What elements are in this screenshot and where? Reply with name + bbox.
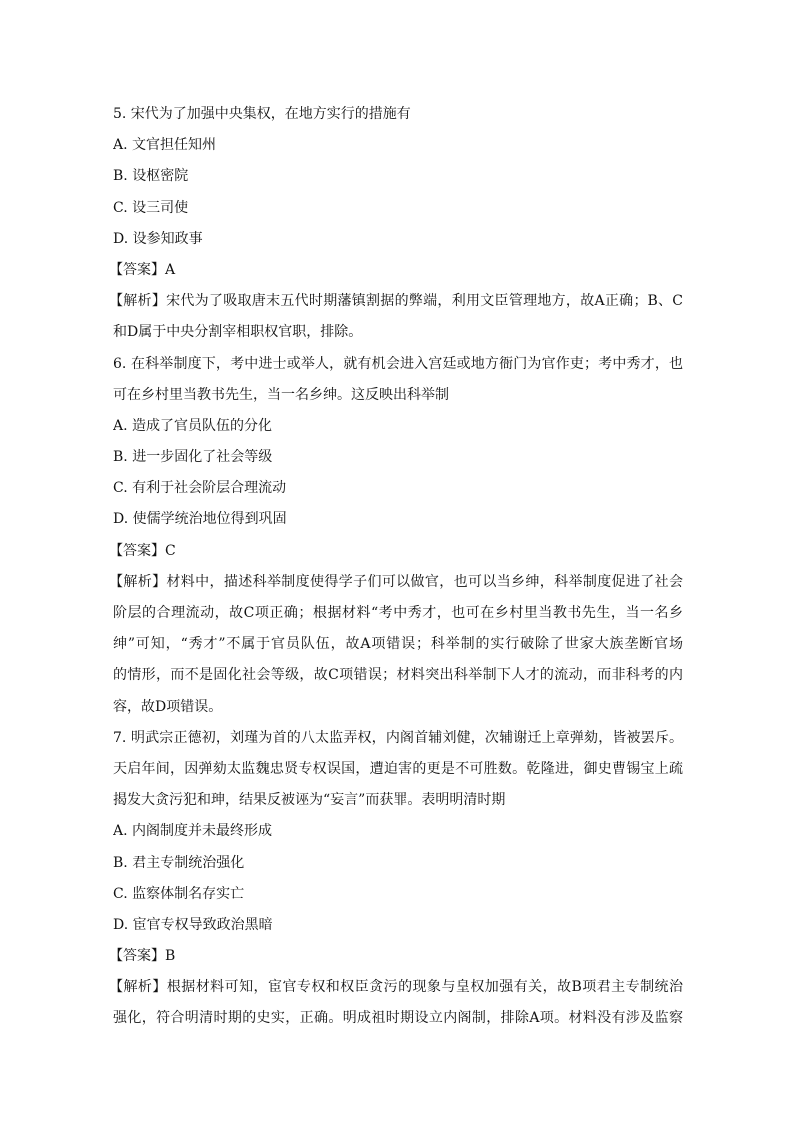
option-c: C. 有利于社会阶层合理流动 [113,480,287,497]
answer: 【答案】B [109,948,176,965]
option-b: B. 设枢密院 [113,168,189,185]
analysis-line: 阶层的合理流动，故C项正确；根据材料“考中秀才，也可在乡村里当教书先生，当一名乡 [113,605,683,621]
analysis-line: 容，故D项错误。 [113,698,223,715]
question-stem: 揭发大贪污犯和珅，结果反被诬为“妄言”而获罪。表明明清时期 [113,792,506,809]
analysis-line: 【解析】根据材料可知，宦官专权和权臣贪污的现象与皇权加强有关，故B项君主专制统治 [109,979,683,996]
analysis-line: 【解析】宋代为了吸取唐末五代时期藩镇割据的弊端，利用文臣管理地方，故A正确；B、C [109,293,683,310]
option-a: A. 造成了官员队伍的分化 [113,417,273,434]
document-page [109,99,683,1035]
option-a: A. 文官担任知州 [113,137,217,154]
option-d: D. 使儒学统治地位得到巩固 [113,511,287,528]
option-c: C. 设三司使 [113,199,189,216]
question-stem: 7. 明武宗正德初，刘瑾为首的八太监弄权，内阁首辅刘健，次辅谢迁上章弹劾，皆被罢斥。 [113,729,683,746]
option-d: D. 设参知政事 [113,230,203,247]
option-b: B. 君主专制统治强化 [113,854,245,871]
question-stem: 天启年间，因弹劾太监魏忠贤专权误国，遭迫害的更是不可胜数。乾隆进，御史曹锡宝上疏 [113,760,683,777]
analysis-line: 【解析】材料中，描述科举制度使得学子们可以做官，也可以当乡绅，科举制度促进了社会 [109,573,683,590]
analysis-line: 绅”可知，“秀才”不属于官员队伍，故A项错误；科举制的实行破除了世家大族垄断官场 [113,636,683,653]
analysis-line: 和D属于中央分割宰相职权官职，排除。 [113,324,363,341]
question-5 [109,99,683,349]
question-6 [109,349,683,723]
question-stem: 可在乡村里当教书先生，当一名乡绅。这反映出科举制 [113,386,449,403]
question-stem: 6. 在科举制度下，考中进士或举人，就有机会进入宫廷或地方衙门为官作吏；考中秀才，也 [113,355,683,372]
option-d: D. 宦官专权导致政治黑暗 [113,916,273,933]
analysis-line: 的情形，而不是固化社会等级，故C项错误；材料突出科举制下人才的流动，而非科考的内 [113,667,683,684]
option-c: C. 监察体制名存实亡 [113,885,245,902]
option-a: A. 内阁制度并未最终形成 [113,823,273,840]
question-7 [109,723,683,1035]
answer: 【答案】C [109,542,176,559]
option-b: B. 进一步固化了社会等级 [113,449,273,466]
analysis-line: 强化，符合明清时期的史实，正确。明成祖时期设立内阁制，排除A项。材料没有涉及监察 [113,1010,683,1027]
answer: 【答案】A [109,261,176,278]
question-stem: 5. 宋代为了加强中央集权，在地方实行的措施有 [113,106,411,122]
